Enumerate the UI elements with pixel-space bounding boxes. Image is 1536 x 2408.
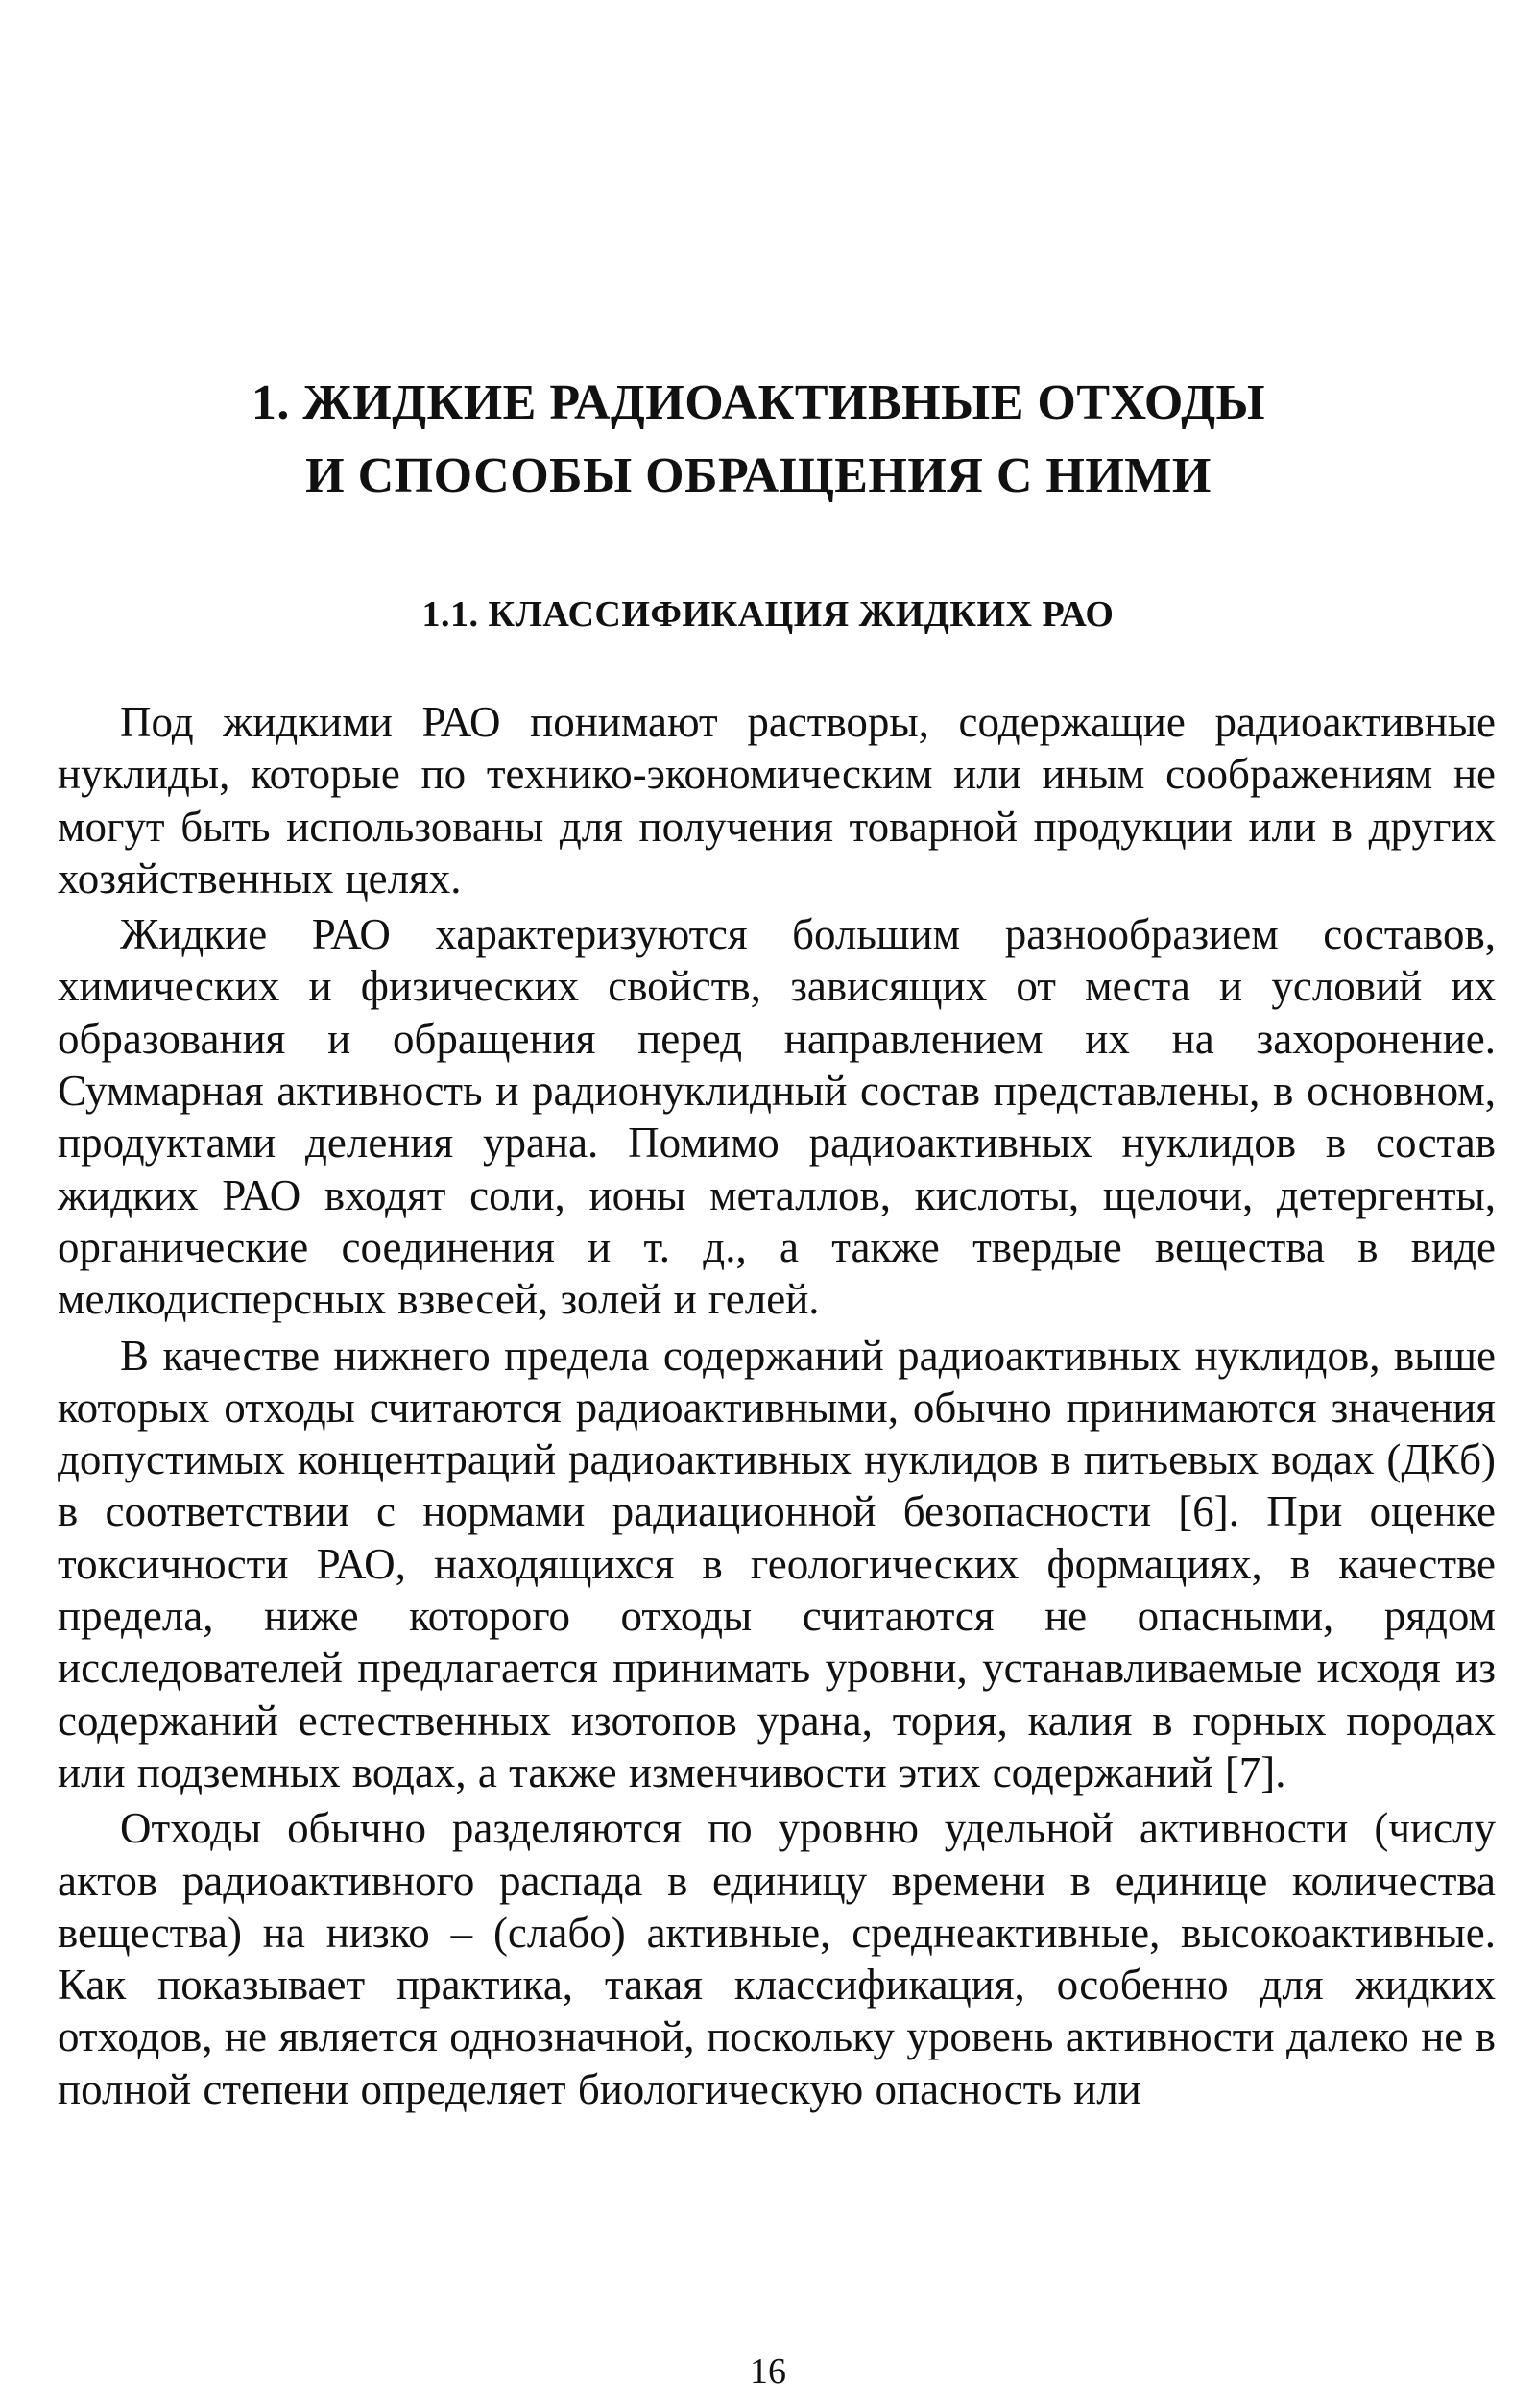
paragraph-3: В качестве нижнего предела содержаний радиоактивных нуклидов, выше которых отходы считаются радиоактивными, обычно принимаются значения допустимых концентраций радиоактивных нуклидов в питьевых водах (ДКб) в соответствии с нормами радиационной безопасности [6]. При оценке токсичности РАО, находящихся в геологических формациях, в качестве предела, ниже которого отходы считаются не опасными, рядом исследователей предлагается принимать уровни, устанавливаемые исходя из содержаний естественных изотопов урана, тория, калия в горных породах или подземных водах, а также изменчивости этих содержаний [7]. <box>58 1331 1496 1796</box>
paragraph-1: Под жидкими РАО понимают растворы, содержащие радиоактивные нуклиды, которые по технико-экономическим или иным соображениям не могут быть использованы для получения товарной продукции или в других хозяйственных целях. <box>58 698 1496 903</box>
section-title: 1.1. КЛАССИФИКАЦИЯ ЖИДКИХ РАО <box>421 594 1115 635</box>
chapter-title-line-1: 1. ЖИДКИЕ РАДИОАКТИВНЫЕ ОТХОДЫ <box>251 375 1266 430</box>
chapter-title-line-2: И СПОСОБЫ ОБРАЩЕНИЯ С НИМИ <box>305 448 1212 503</box>
page-number: 16 <box>750 2351 786 2392</box>
chapter-title <box>192 367 1325 513</box>
body-text <box>58 696 1496 2119</box>
paragraph-2: Жидкие РАО характеризуются большим разнообразием составов, химических и физических свойств, зависящих от места и условий их образования и обращения перед направлением их на захоронение. Суммарная активность и радионуклидный состав представлены, в основном, продуктами деления урана. Помимо радиоактивных нуклидов в состав жидких РАО входят соли, ионы металлов, кислоты, щелочи, детергенты, органические соединения и т. д., а также твердые вещества в виде мелкодисперсных взвесей, золей и гелей. <box>58 910 1496 1324</box>
paragraph-4: Отходы обычно разделяются по уровню удельной активности (числу актов радиоактивного распада в единицу времени в единице количества вещества) на низко – (слабо) активные, среднеактивные, высокоактивные. Как показывает практика, такая классификация, особенно для жидких отходов, не является однозначной, поскольку уровень активности далеко не в полной степени определяет биологическую опасность или <box>58 1804 1496 2113</box>
